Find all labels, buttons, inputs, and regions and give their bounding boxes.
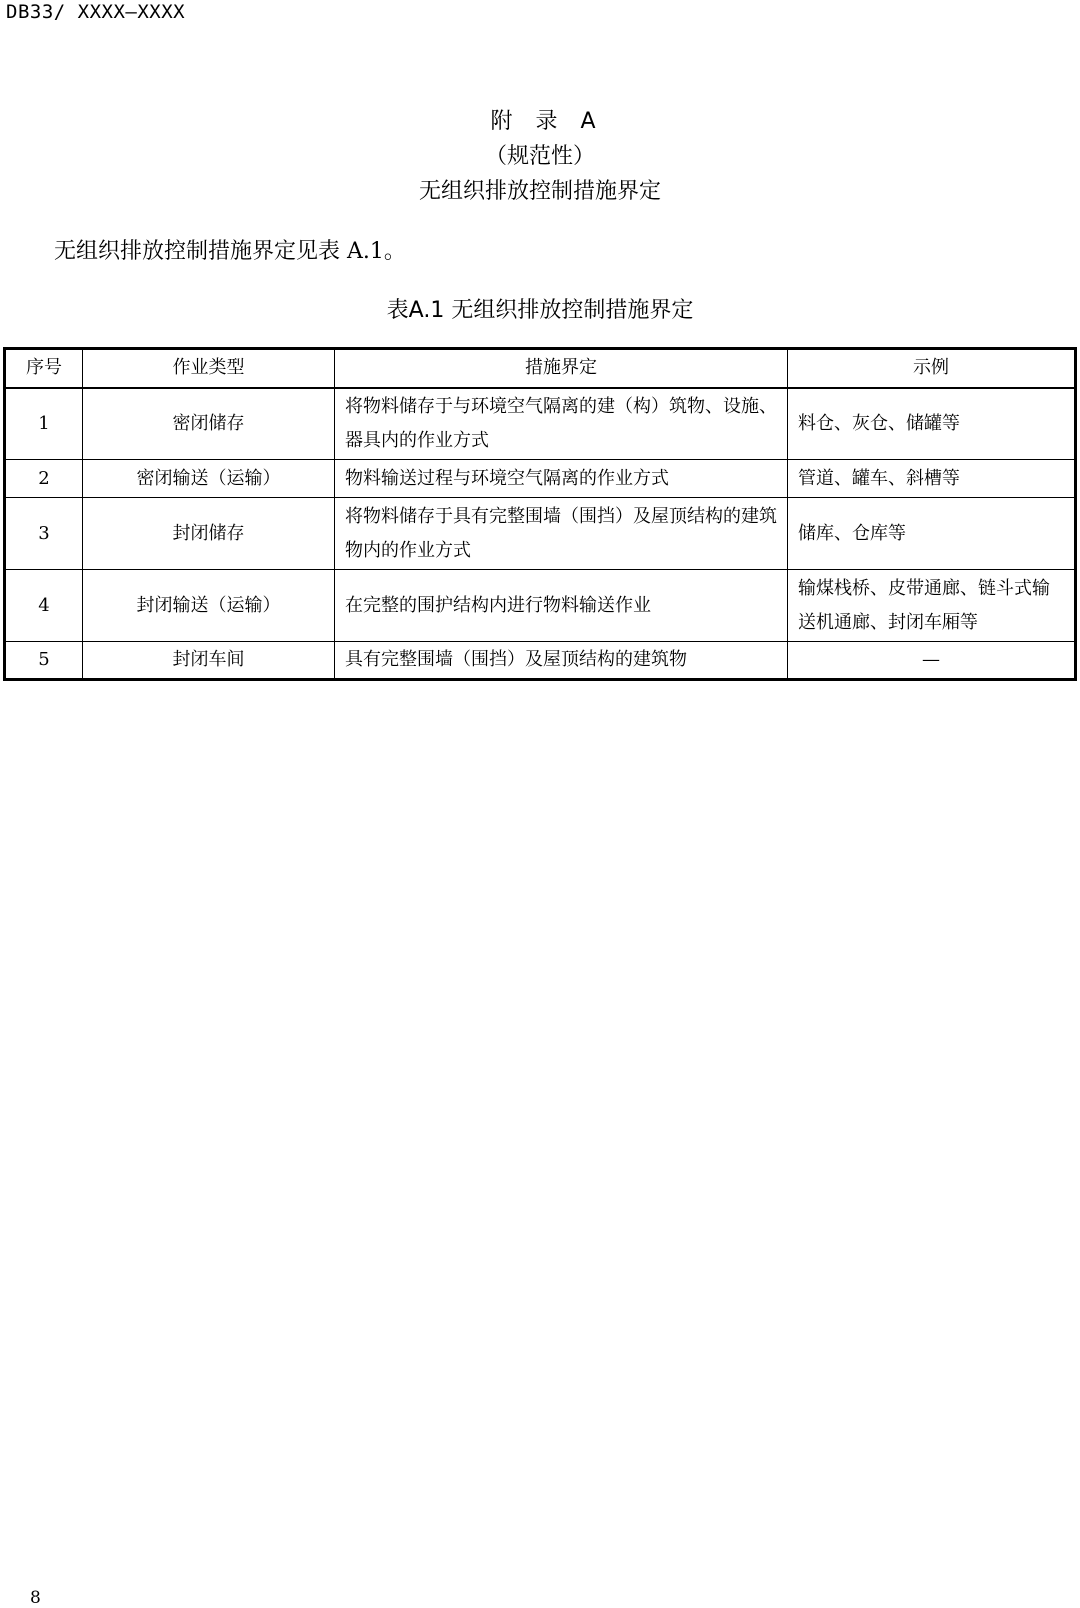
intro-paragraph: 无组织排放控制措施界定见表 A.1。 xyxy=(54,239,406,264)
table-row xyxy=(5,570,1076,642)
appendix-label: 附 录 A xyxy=(490,109,604,134)
cell-example: 输煤栈桥、皮带通廊、链斗式输送机通廊、封闭车厢等 xyxy=(788,570,1076,642)
cell-type: 封闭储存 xyxy=(83,498,335,570)
cell-definition: 具有完整围墙（围挡）及屋顶结构的建筑物 xyxy=(335,642,788,680)
table-row xyxy=(5,388,1076,460)
cell-no: 1 xyxy=(5,388,83,460)
cell-type: 密闭输送（运输） xyxy=(83,460,335,498)
cell-type: 封闭输送（运输） xyxy=(83,570,335,642)
header-type: 作业类型 xyxy=(83,349,335,388)
table-row xyxy=(5,498,1076,570)
standard-code-header: DB33/ XXXX—XXXX xyxy=(6,1,186,23)
cell-no: 2 xyxy=(5,460,83,498)
cell-no: 3 xyxy=(5,498,83,570)
page-number: 8 xyxy=(30,1588,41,1608)
table-row xyxy=(5,460,1076,498)
measures-table xyxy=(3,347,1077,681)
cell-no: 5 xyxy=(5,642,83,680)
table-caption: 表A.1 无组织排放控制措施界定 xyxy=(386,298,694,323)
cell-definition: 将物料储存于具有完整围墙（围挡）及屋顶结构的建筑物内的作业方式 xyxy=(335,498,788,570)
header-no: 序号 xyxy=(5,349,83,388)
cell-example: 管道、罐车、斜槽等 xyxy=(788,460,1076,498)
header-definition: 措施界定 xyxy=(335,349,788,388)
cell-type: 封闭车间 xyxy=(83,642,335,680)
cell-type: 密闭储存 xyxy=(83,388,335,460)
cell-definition: 物料输送过程与环境空气隔离的作业方式 xyxy=(335,460,788,498)
table-row xyxy=(5,642,1076,680)
cell-example: 料仓、灰仓、储罐等 xyxy=(788,388,1076,460)
cell-definition: 将物料储存于与环境空气隔离的建（构）筑物、设施、器具内的作业方式 xyxy=(335,388,788,460)
cell-example: 储库、仓库等 xyxy=(788,498,1076,570)
appendix-type: （规范性） xyxy=(484,144,595,169)
header-example: 示例 xyxy=(788,349,1076,388)
cell-definition: 在完整的围护结构内进行物料输送作业 xyxy=(335,570,788,642)
table-header-row xyxy=(5,349,1076,388)
appendix-heading xyxy=(0,104,1080,209)
appendix-title: 无组织排放控制措施界定 xyxy=(418,179,661,204)
cell-no: 4 xyxy=(5,570,83,642)
cell-example: — xyxy=(788,642,1076,680)
